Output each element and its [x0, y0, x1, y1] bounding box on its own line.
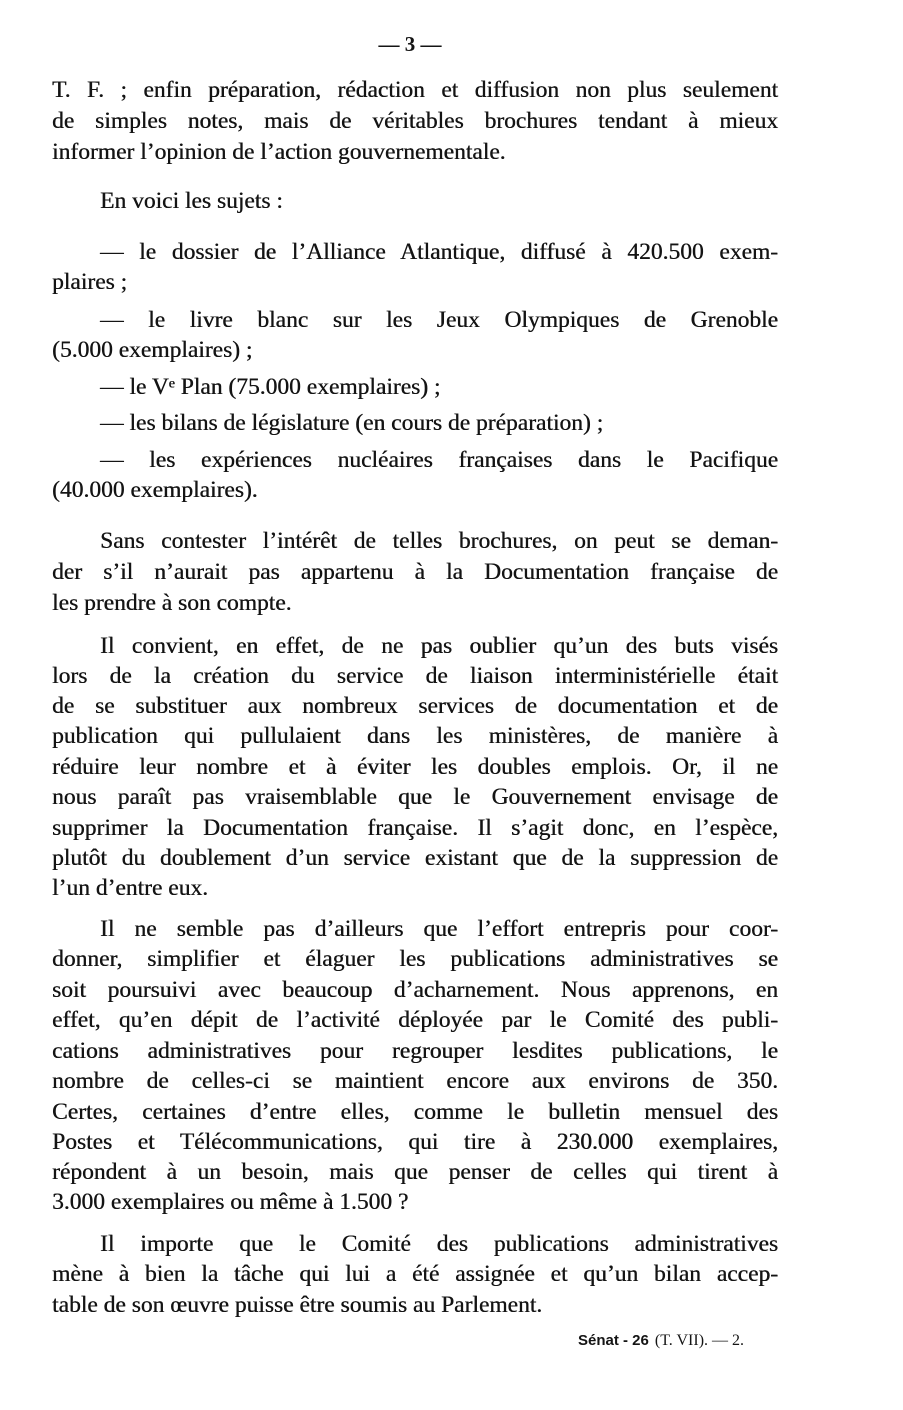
text-line: Sans contester l’intérêt de telles brochures, on peut se deman-	[100, 528, 778, 554]
text-line: Il convient, en effet, de ne pas oublier qu’un des buts visés	[100, 633, 778, 659]
text-line: les prendre à son compte.	[52, 590, 292, 616]
text-line: lors de la création du service de liaison interministérielle était	[52, 663, 778, 689]
text-line: Certes, certaines d’entre elles, comme le bulletin mensuel des	[52, 1099, 778, 1125]
text-line: T. F. ; enfin préparation, rédaction et diffusion non plus seulement	[52, 77, 778, 103]
text-line: — les bilans de législature (en cours de préparation) ;	[100, 410, 604, 436]
footer-ref: (T. VII). — 2.	[654, 1332, 745, 1349]
footer-label: Sénat - 26	[578, 1332, 649, 1349]
text-line: table de son œuvre puisse être soumis au Parlement.	[52, 1292, 543, 1318]
page-footer	[578, 1332, 744, 1350]
text-line: 3.000 exemplaires ou même à 1.500 ?	[52, 1189, 409, 1215]
text-line: soit poursuivi avec beaucoup d’acharnement. Nous apprenons, en	[52, 977, 778, 1003]
text-line: plutôt du doublement d’un service existant que de la suppression de	[52, 845, 778, 871]
text-line: — les expériences nucléaires françaises dans le Pacifique	[100, 447, 778, 473]
text-line: plaires ;	[52, 269, 128, 295]
text-line: — le livre blanc sur les Jeux Olympiques de Grenoble	[100, 307, 778, 333]
text-line: En voici les sujets :	[100, 188, 283, 214]
page-number: — 3 —	[378, 32, 442, 56]
text-line: Postes et Télécommunications, qui tire à 230.000 exemplaires,	[52, 1129, 778, 1155]
text-line: effet, qu’en dépit de l’activité déployée par le Comité des publi-	[52, 1007, 778, 1033]
text-line: réduire leur nombre et à éviter les doubles emplois. Or, il ne	[52, 754, 778, 780]
text-line: Il importe que le Comité des publications administratives	[100, 1231, 778, 1257]
text-line: der s’il n’aurait pas appartenu à la Documentation française de	[52, 559, 778, 585]
text-line: l’un d’entre eux.	[52, 875, 208, 901]
text-line: informer l’opinion de l’action gouvernementale.	[52, 139, 506, 165]
text-line: de se substituer aux nombreux services de documentation et de	[52, 693, 778, 719]
text-line: (40.000 exemplaires).	[52, 477, 258, 503]
text-line: cations administratives pour regrouper lesdites publications, le	[52, 1038, 778, 1064]
text-line: (5.000 exemplaires) ;	[52, 337, 253, 363]
text-line: supprimer la Documentation française. Il s’agit donc, en l’espèce,	[52, 815, 778, 841]
text-line: nombre de celles-ci se maintient encore aux environs de 350.	[52, 1068, 778, 1094]
text-line: — le dossier de l’Alliance Atlantique, diffusé à 420.500 exem-	[100, 239, 778, 265]
text-line: publication qui pullulaient dans les ministères, de manière à	[52, 723, 778, 749]
text-line: mène à bien la tâche qui lui a été assignée et qu’un bilan accep-	[52, 1261, 778, 1287]
text-line: — le Vᵉ Plan (75.000 exemplaires) ;	[100, 374, 441, 400]
text-line: nous paraît pas vraisemblable que le Gouvernement envisage de	[52, 784, 778, 810]
text-line: de simples notes, mais de véritables brochures tendant à mieux	[52, 108, 778, 134]
text-line: donner, simplifier et élaguer les publications administratives se	[52, 946, 778, 972]
text-line: Il ne semble pas d’ailleurs que l’effort entrepris pour coor-	[100, 916, 778, 942]
text-line: répondent à un besoin, mais que penser de celles qui tirent à	[52, 1159, 778, 1185]
